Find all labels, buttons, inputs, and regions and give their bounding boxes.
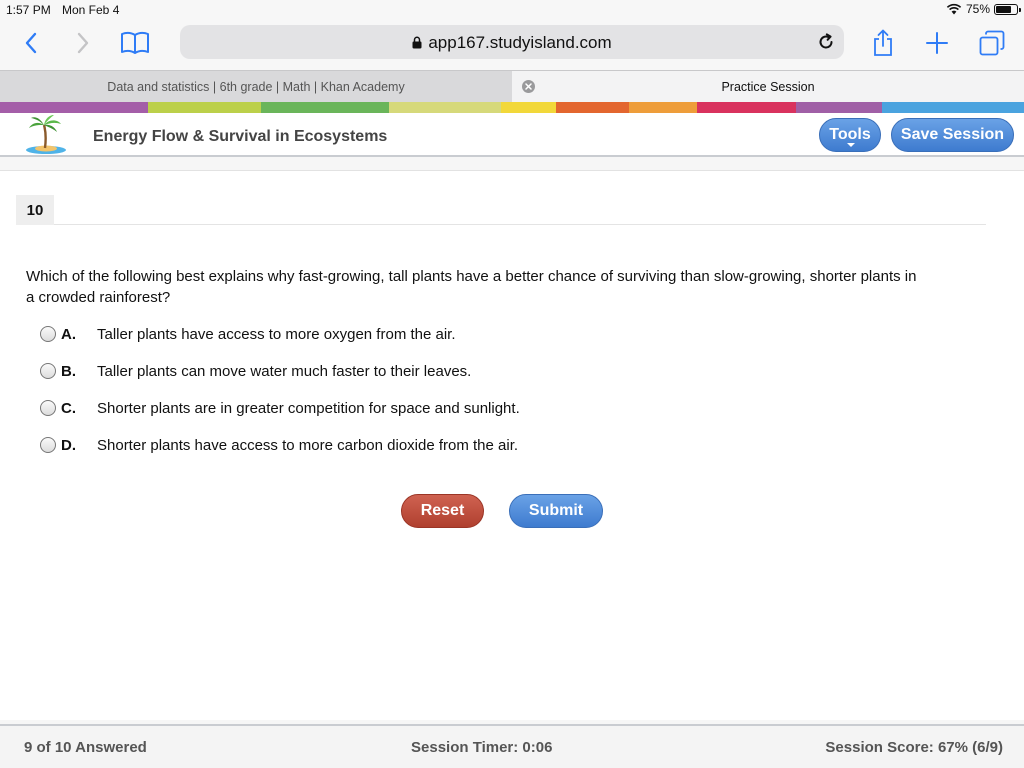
stripe-segment: [796, 102, 882, 113]
page-title: Energy Flow & Survival in Ecosystems: [93, 128, 388, 145]
chevron-left-icon: [24, 32, 38, 54]
question-text: Which of the following best explains why fast-growing, tall plants have a better chance of surviving than slow-growing, shorter plants in a crowded rainforest?: [26, 268, 917, 306]
choice-text: Shorter plants have access to more carbon dioxide from the air.: [97, 436, 519, 454]
wifi-icon: [946, 3, 962, 15]
stripe-segment: [148, 102, 261, 113]
choice-letter: C.: [61, 399, 76, 417]
caret-down-icon: [847, 143, 855, 147]
answer-choice-a[interactable]: [40, 323, 740, 345]
status-bar: [0, 0, 1024, 20]
stripe-segment: [261, 102, 389, 113]
stripe-segment: [882, 102, 1024, 113]
stripe-segment: [389, 102, 501, 113]
address-bar[interactable]: [180, 25, 844, 59]
divider: [54, 224, 986, 225]
lock-icon: [412, 36, 422, 49]
book-icon: [120, 31, 150, 55]
status-date: Mon Feb 4: [62, 3, 120, 17]
browser-toolbar: [0, 20, 1024, 70]
tabs-icon: [979, 30, 1005, 56]
battery-percent: 75%: [965, 2, 990, 16]
stripe-segment: [501, 102, 556, 113]
reset-button[interactable]: Reset: [401, 494, 484, 528]
tools-label: Tools: [829, 126, 871, 143]
choice-text: Shorter plants are in greater competition for space and sunlight.: [97, 399, 520, 417]
tab-khan-academy[interactable]: [0, 71, 512, 102]
radio-button-b[interactable]: [40, 363, 56, 379]
battery-icon: [994, 4, 1018, 15]
choice-letter: A.: [61, 325, 76, 343]
palm-tree-logo-icon: [24, 114, 68, 156]
stripe-segment: [0, 102, 148, 113]
bookmarks-button[interactable]: [118, 26, 152, 60]
tab-label: Practice Session: [721, 79, 815, 94]
session-score: Session Score: 67% (6/9): [825, 739, 1003, 756]
question-panel: [0, 170, 1024, 720]
session-footer: [0, 724, 1024, 768]
answer-choice-d[interactable]: [40, 434, 740, 456]
stripe-segment: [556, 102, 629, 113]
status-time: 1:57 PM: [6, 3, 51, 17]
session-timer: Session Timer: 0:06: [411, 739, 553, 756]
tab-practice-session[interactable]: [512, 71, 1024, 102]
color-stripe: [0, 102, 1024, 113]
save-session-button[interactable]: [891, 118, 1014, 152]
close-tab-button[interactable]: [522, 80, 535, 93]
url-display: [180, 33, 844, 53]
tools-button[interactable]: [819, 118, 881, 152]
choice-text: Taller plants have access to more oxygen from the air.: [97, 325, 456, 343]
radio-button-a[interactable]: [40, 326, 56, 342]
share-button[interactable]: [866, 26, 900, 60]
reload-icon[interactable]: [816, 32, 836, 52]
choice-text: Taller plants can move water much faster to their leaves.: [97, 362, 472, 380]
submit-button[interactable]: Submit: [509, 494, 603, 528]
answered-count: 9 of 10 Answered: [24, 739, 147, 756]
tab-label: Data and statistics | 6th grade | Math | Khan Academy: [107, 79, 405, 94]
stripe-segment: [697, 102, 796, 113]
stripe-segment: [629, 102, 697, 113]
close-icon: [525, 83, 532, 90]
save-session-label: Save Session: [900, 126, 1005, 143]
new-tab-button[interactable]: [920, 26, 954, 60]
tab-strip: [0, 70, 1024, 102]
app-header: [0, 113, 1024, 157]
chevron-right-icon: [76, 32, 90, 54]
status-right: [946, 2, 1018, 16]
radio-button-d[interactable]: [40, 437, 56, 453]
radio-button-c[interactable]: [40, 400, 56, 416]
tabs-overview-button[interactable]: [975, 26, 1009, 60]
forward-button[interactable]: [66, 26, 100, 60]
plus-icon: [926, 32, 948, 54]
back-button[interactable]: [14, 26, 48, 60]
answer-choice-c[interactable]: [40, 397, 740, 419]
answer-choice-b[interactable]: [40, 360, 740, 382]
share-icon: [872, 29, 894, 57]
question-number: 10: [16, 195, 54, 225]
choice-letter: D.: [61, 436, 76, 454]
url-text: app167.studyisland.com: [428, 33, 612, 52]
choice-letter: B.: [61, 362, 76, 380]
